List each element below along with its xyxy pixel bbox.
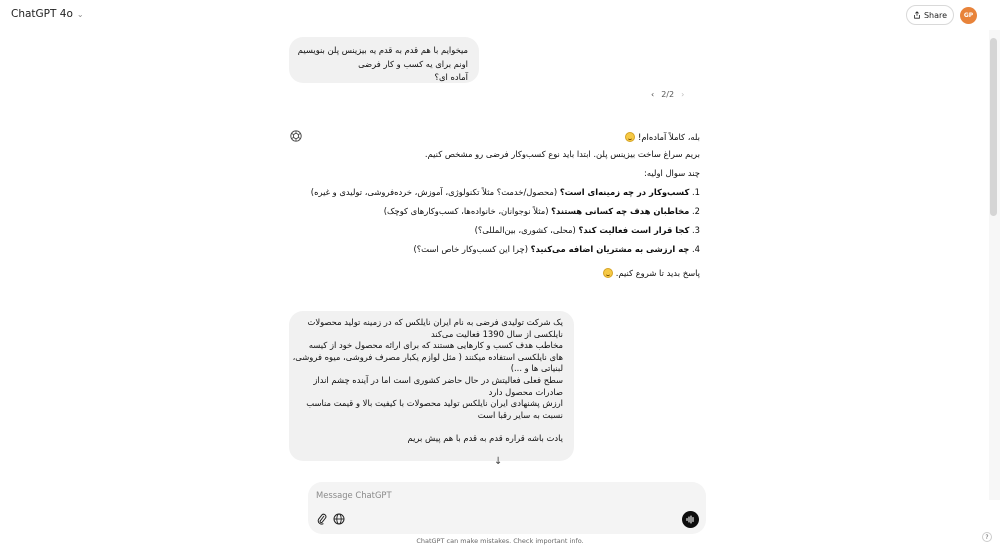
composer-placeholder[interactable]: Message ChatGPT — [316, 490, 392, 500]
message-line — [300, 421, 563, 433]
user-message — [289, 37, 479, 83]
user-message — [289, 311, 574, 461]
emoji-smile-icon — [625, 132, 635, 142]
pager-label: 2/2 — [661, 90, 675, 99]
paperclip-icon[interactable] — [316, 513, 328, 525]
voice-button[interactable] — [682, 511, 699, 528]
share-icon — [913, 11, 921, 19]
greeting-text: بله، کاملاً آماده‌ام! — [638, 132, 700, 142]
model-name: ChatGPT 4o — [11, 8, 73, 20]
message-line: لبنیاتی ها و ...) — [510, 363, 563, 374]
chevron-down-icon: ⌄ — [76, 9, 84, 19]
message-line: یادت باشه قراره قدم به قدم با هم پیش بریم — [407, 432, 563, 443]
help-button[interactable]: ? — [982, 532, 992, 542]
model-selector[interactable] — [11, 8, 84, 20]
globe-icon[interactable] — [333, 513, 345, 525]
question-item: 4. چه ارزشی به مشتریان اضافه می‌کنید؟ (چرا این کسب‌وکار خاص است؟) — [413, 244, 700, 254]
arrow-down-icon[interactable]: ↓ — [494, 456, 503, 467]
message-line: ارزش پشنهادی ایران نایلکس تولید محصولات با کیفیت بالا و قیمت مناسب — [306, 398, 563, 409]
message-line: اونم برای یه کسب و کار فرضی — [358, 58, 468, 69]
share-label: Share — [923, 10, 948, 20]
share-button[interactable] — [906, 5, 954, 25]
question-item: 2. مخاطبان هدف چه کسانی هستند؟ (مثلاً نوجوانان، خانواده‌ها، کسب‌وکارهای کوچک) — [383, 206, 700, 216]
questions-title: چند سوال اولیه: — [644, 168, 700, 178]
message-line: سطح فعلی فعالیتش در حال حاضر کشوری است اما در آینده چشم انداز — [313, 374, 563, 385]
message-line: های نایلکسی استفاده میکنند ( مثل لوازم یکبار مصرف فروشی، میوه فروشی، — [292, 351, 563, 362]
voice-icon — [686, 515, 695, 524]
assistant-intro: بریم سراغ ساخت بیزینس پلن. ابتدا باید نوع کسب‌وکار فرضی رو مشخص کنیم. — [424, 149, 700, 159]
assistant-greeting-line — [625, 132, 700, 142]
emoji-smile-icon — [603, 268, 613, 278]
assistant-closing-line — [603, 268, 700, 278]
next-response-icon[interactable]: › — [681, 90, 685, 99]
previous-response-icon[interactable]: ‹ — [651, 90, 655, 99]
message-line: میخوایم با هم قدم به قدم یه بیزینس پلن بنویسیم — [297, 45, 468, 55]
message-line: آماده ای؟ — [434, 72, 468, 82]
response-pager — [651, 90, 684, 99]
avatar[interactable]: GP — [960, 7, 977, 24]
top-bar — [0, 0, 1000, 30]
footer-disclaimer: ChatGPT can make mistakes. Check important info. — [416, 537, 584, 545]
message-line: نایلکسی از سال 1390 فعالیت می‌کند — [430, 328, 563, 339]
question-item: 3. کجا قرار است فعالیت کند؟ (محلی، کشوری، بین‌المللی؟) — [474, 225, 700, 235]
question-item: 1. کسب‌وکار در چه زمینه‌ای است؟ (محصول/خدمت؟ مثلاً تکنولوژی، آموزش، خرده‌فروشی، تولیدی و غیره) — [310, 187, 700, 197]
message-line: یک شرکت تولیدی فرضی به نام ایران نایلکس که در زمینه تولید محصولات — [307, 317, 563, 327]
chatgpt-logo-icon — [290, 130, 302, 142]
message-line: صادرات محصول دارد — [488, 386, 563, 397]
scrollbar-thumb[interactable] — [990, 38, 997, 216]
closing-text: پاسخ بدید تا شروع کنیم. — [615, 268, 700, 278]
message-line: نسبت به سایر رقبا است — [477, 409, 563, 420]
message-line: مخاطب هدف کسب و کارهایی هستند که برای ارائه محصول خود از کیسه — [308, 340, 563, 351]
message-composer[interactable] — [308, 482, 706, 534]
